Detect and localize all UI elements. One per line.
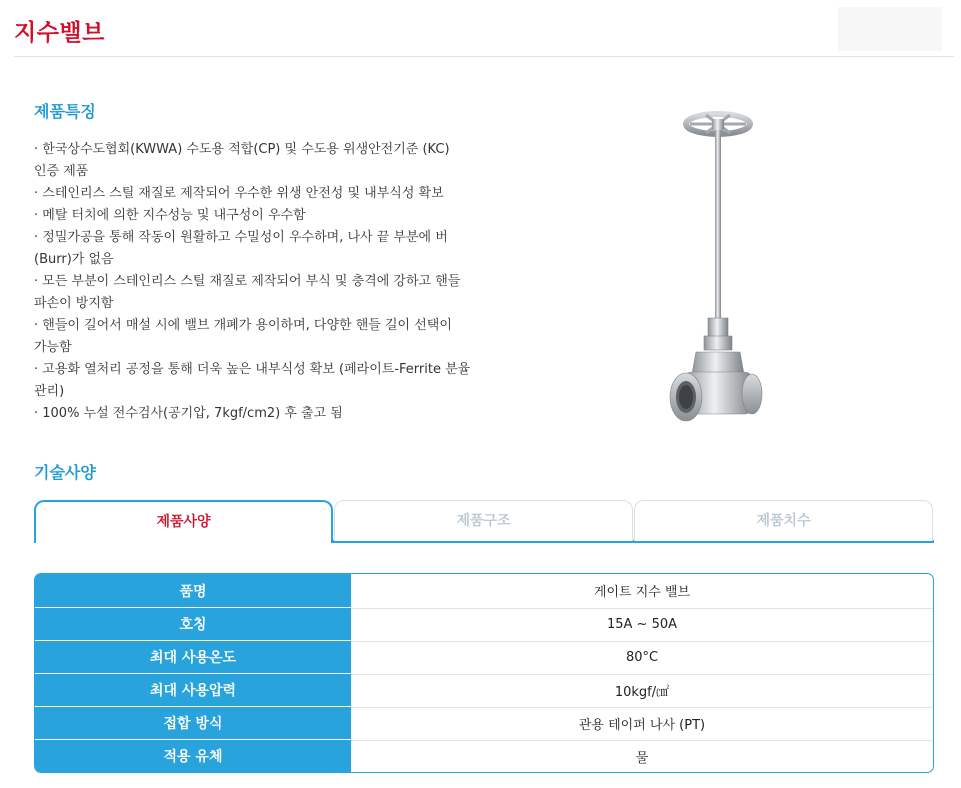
features-section-title: 제품특징 [34, 102, 96, 121]
table-row [35, 739, 933, 772]
spec-label: 최대 사용온도 [35, 641, 351, 673]
feature-line: · 스테인리스 스틸 재질로 제작되어 우수한 위생 안전성 및 내부식성 확보 [34, 186, 444, 201]
header-placeholder-box [838, 7, 942, 51]
feature-line: · 핸들이 길어서 매설 시에 밸브 개폐가 용이하며, 다양한 핸들 길이 선택이 [34, 318, 452, 333]
tab-product-specs[interactable]: 제품사양 [34, 500, 333, 543]
spec-label: 최대 사용압력 [35, 674, 351, 706]
feature-line: · 한국상수도협회(KWWA) 수도용 적합(CP) 및 수도용 위생안전기준 (KC) [34, 142, 450, 157]
table-row [35, 706, 933, 739]
feature-line: · 메탈 터치에 의한 지수성능 및 내구성이 우수함 [34, 208, 306, 223]
spec-value: 10kgf/㎠ [351, 674, 933, 706]
feature-line: 파손이 방지함 [34, 296, 114, 311]
spec-label: 호칭 [35, 608, 351, 640]
feature-line: · 100% 누설 전수검사(공기압, 7kgf/cm2) 후 출고 됨 [34, 406, 343, 421]
spec-value: 관용 테이퍼 나사 (PT) [351, 707, 933, 739]
header-divider [14, 56, 954, 57]
feature-line: 인증 제품 [34, 164, 89, 179]
feature-line: 관리) [34, 384, 65, 399]
spec-value: 80°C [351, 641, 933, 673]
page-title: 지수밸브 [14, 20, 105, 46]
spec-tabs [34, 500, 934, 543]
feature-line: · 고용화 열처리 공정을 통해 더욱 높은 내부식성 확보 (페라이트-Ferrite 분율 [34, 362, 471, 377]
spec-label: 접합 방식 [35, 707, 351, 739]
spec-value: 물 [351, 740, 933, 772]
table-row [35, 574, 933, 607]
gate-valve-product-image [660, 104, 780, 438]
tab-product-dimensions[interactable]: 제품치수 [634, 500, 933, 541]
tab-product-structure[interactable]: 제품구조 [334, 500, 633, 541]
feature-line: · 정밀가공을 통해 작동이 원활하고 수밀성이 우수하며, 나사 끝 부분에 버 [34, 230, 448, 245]
spec-label: 적용 유체 [35, 740, 351, 772]
table-row [35, 640, 933, 673]
specs-section-title: 기술사양 [34, 463, 96, 482]
table-row [35, 607, 933, 640]
feature-line: (Burr)가 없음 [34, 252, 114, 267]
spec-label: 품명 [35, 574, 351, 607]
features-list [34, 139, 484, 425]
spec-value: 15A ~ 50A [351, 608, 933, 640]
feature-line: 가능함 [34, 340, 72, 355]
spec-table [34, 573, 934, 773]
table-row [35, 673, 933, 706]
spec-value: 게이트 지수 밸브 [593, 585, 691, 600]
feature-line: · 모든 부분이 스테인리스 스틸 재질로 제작되어 부식 및 충격에 강하고 핸들 [34, 274, 461, 289]
